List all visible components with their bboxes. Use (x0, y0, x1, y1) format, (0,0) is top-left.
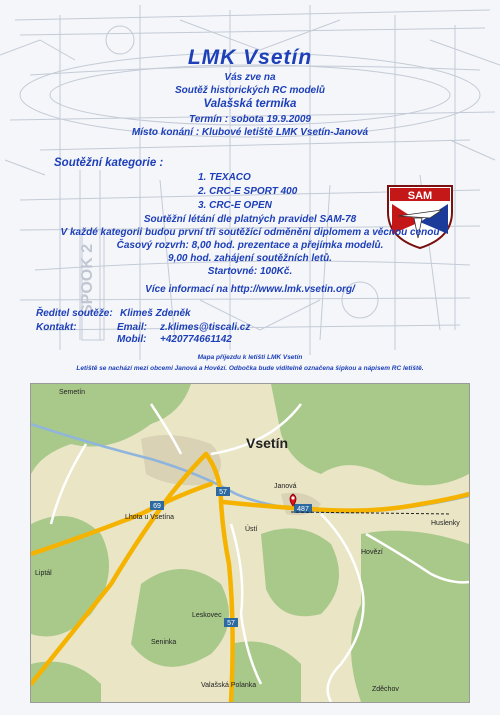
svg-text:Zděchov: Zděchov (372, 686, 399, 693)
svg-text:Leskovec: Leskovec (192, 612, 222, 619)
prizes-line: V každé kategorii budou první tři soutěžící odměněni diplomem a věcnou cenou (60, 227, 440, 238)
fee-line: Startovné: 100Kč. (207, 266, 293, 277)
place-line: Místo konání : Klubové letiště LMK Vsetín-Janová (131, 127, 369, 138)
svg-text:57: 57 (227, 620, 235, 627)
svg-text:487: 487 (297, 506, 309, 513)
blueprint-model-text: SPOOK 2 (79, 243, 96, 315)
map-directions: Letiště se nachází mezi obcemi Janová a Hovězí. Odbočka bude viditelně označena šipkou a nápisem RC letiště. (76, 365, 424, 372)
svg-text:Semetín: Semetín (59, 389, 86, 396)
rules-line: Soutěžní létání dle platných pravidel SAM-78 (143, 214, 357, 225)
contact-label: Kontakt: (36, 322, 77, 333)
svg-text:Huslenky: Huslenky (431, 520, 460, 527)
category-item: 2. CRC-E SPORT 400 (198, 186, 298, 197)
schedule-line: Časový rozvrh: 8,00 hod. prezentace a přejímka modelů. (116, 240, 384, 251)
svg-text:Janová: Janová (274, 483, 297, 490)
svg-text:Liptál: Liptál (35, 570, 52, 577)
email-link[interactable]: z.klimes@tiscali.cz (160, 322, 251, 333)
svg-text:69: 69 (153, 503, 161, 510)
category-item: 3. CRC-E OPEN (198, 200, 272, 211)
event-name: Valašská termika (203, 98, 297, 110)
svg-text:Ústí: Ústí (245, 526, 258, 533)
director-name: Klimeš Zdeněk (120, 308, 191, 319)
info-link[interactable]: Více informací na http://www.lmk.vsetin.org/ (145, 284, 355, 295)
directions-map[interactable] (30, 383, 470, 703)
svg-text:Lhota u Vsetína: Lhota u Vsetína (125, 514, 175, 521)
svg-text:Valašská Polanka: Valašská Polanka (201, 682, 257, 689)
schedule-line-2: 9,00 hod. zahájení soutěžních letů. (168, 253, 332, 264)
mobile-label: Mobil: (117, 334, 147, 345)
sam-logo-text: SAM (407, 190, 433, 202)
svg-text:57: 57 (219, 489, 227, 496)
director-label: Ředitel soutěže: (36, 308, 113, 319)
competition-text: Soutěž historických RC modelů (174, 85, 326, 96)
svg-text:Hovězí: Hovězí (361, 549, 383, 556)
date-line: Termín : sobota 19.9.2009 (189, 114, 311, 125)
invite-text: Vás zve na (224, 72, 276, 83)
categories-label: Soutěžní kategorie : (54, 157, 164, 169)
mobile-number: +420774661142 (160, 334, 232, 345)
category-item: 1. TEXACO (198, 172, 251, 183)
svg-text:Seninka: Seninka (151, 639, 177, 646)
email-label: Email: (117, 322, 148, 333)
map-label-vsetin: Vsetín (246, 435, 289, 451)
page-title: LMK Vsetín (187, 46, 313, 69)
map-caption: Mapa příjezdu k letišti LMK Vsetín (197, 354, 303, 361)
